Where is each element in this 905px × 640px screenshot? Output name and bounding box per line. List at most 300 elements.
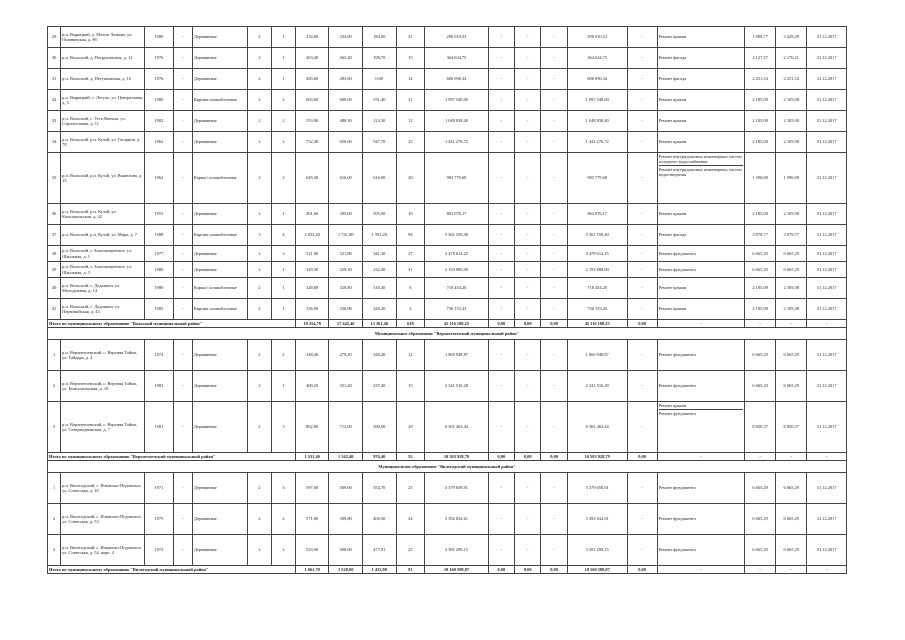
dash-cell: - [173,262,192,278]
living-area-sum: 1 342,40 [329,453,363,461]
year-cell: 1980 [145,27,174,48]
floors-cell: 3 [248,225,272,246]
cost-region-cell: - [515,402,541,453]
cost-total-cell: 1 860 948,87 [425,340,488,371]
entrances-cell: 1 [271,69,295,90]
cost-region-cell: - [515,473,541,504]
work-type-item: Ремонт фундамента [659,409,743,417]
floors-cell: 2 [248,262,272,278]
living-area-cell: 328,80 [329,278,363,299]
table-row [48,262,847,278]
cost-region-cell: - [515,48,541,69]
cost-total-cell: 1 048 838,40 [425,111,488,132]
cost-owners-cell: 2 341 516,28 [567,371,627,402]
cost-fund-cell: - [488,278,514,299]
cost-owners-cell: 983 779,68 [567,153,627,204]
total-label: Итого по муниципальному образованию "Верхнетоемский муниципальный район" [48,453,296,461]
total-area-cell: 234,00 [295,27,329,48]
living-area-cell: 600,00 [329,90,363,111]
private-area-cell: 400,30 [362,504,396,535]
row-number: 41 [48,299,61,320]
cost-region-cell: - [515,262,541,278]
cost-other-cell: - [627,90,657,111]
cost-other-cell: - [627,48,657,69]
private-area-cell: 616,00 [362,153,396,204]
year-cell: 1986 [145,278,174,299]
wall-material-cell: Деревянные [192,27,247,48]
cost-local-cell: - [541,48,567,69]
private-area-cell: 310,40 [362,278,396,299]
entrances-cell: 2 [271,132,295,153]
unit-cost-cell: 2 185,08 [745,278,776,299]
cost-total-cell: 863 076,17 [425,204,488,225]
total-area-cell: 328,80 [295,278,329,299]
living-area-cell: 395,00 [329,204,363,225]
cost-local-sum: 0,00 [541,320,567,328]
cost-other-cell: - [627,153,657,204]
cost-other-cell: - [627,299,657,320]
year-cell: 1972 [145,535,174,566]
unit-cost-cell: 2 127,37 [745,48,776,69]
cost-owners-cell: 718 454,20 [567,278,627,299]
table-row [48,90,847,111]
cost-owners-cell: 3 391 299,15 [567,535,627,566]
living-area-cell: 616,00 [329,153,363,204]
cost-owners-cell: 2 194 880,00 [567,262,627,278]
max-unit-cost-cell: 1 596,98 [776,153,807,204]
work-type-cell: Ремонт фасада [657,225,744,246]
unit-cost-cell: 6 665,29 [745,340,776,371]
cost-local-cell: - [541,262,567,278]
cost-local-cell: - [541,27,567,48]
address-cell: р.п. Вольский, р.п. Кузой, ул. Гагарина, д. 78 [61,132,145,153]
wall-material-cell: Деревянные [192,371,247,402]
cost-other-cell: - [627,27,657,48]
completion-date-cell: 31.12.2017 [807,340,847,371]
cost-owners-cell: 3 379 658,91 [567,473,627,504]
address-cell: р.п. Верхнетоемский, с. Верхняя Тойма, ул. Гайдара, д. 4 [61,340,145,371]
year-cell: 1988 [145,225,174,246]
private-area-cell: 547,70 [362,132,396,153]
entrances-cell: 2 [271,340,295,371]
table-row [48,278,847,299]
unit-cost-cell: 3 079,77 [745,225,776,246]
row-number: 29 [48,27,61,48]
completion-date-cell: 31.12.2017 [807,535,847,566]
cost-fund-sum: 0,00 [488,320,514,328]
row-number: 2 [48,504,61,535]
living-area-cell: 712,00 [329,402,363,453]
total-label: Итого по муниципальному образованию "Вилегодский муниципальный район" [48,566,296,574]
cost-total-cell: 3 379 658,91 [425,473,488,504]
living-area-cell: 329,30 [329,262,363,278]
wall-material-cell: Деревянные [192,111,247,132]
completion-date-cell: 31.12.2017 [807,278,847,299]
entrances-cell: 2 [271,111,295,132]
living-area-cell: 336,90 [329,299,363,320]
max-unit-cost-dash: - [776,566,807,574]
cost-local-cell: - [541,473,567,504]
cost-owners-cell: 3 478 614,25 [567,246,627,262]
cost-fund-cell: - [488,246,514,262]
cost-other-cell: - [627,504,657,535]
date-dash: - [807,453,847,461]
living-area-sum: 1 528,00 [329,566,363,574]
residents-cell: 2 [396,299,425,320]
private-area-cell: 0,00 [362,69,396,90]
total-area-cell: 283,60 [295,69,329,90]
residents-cell: 23 [396,132,425,153]
cost-other-cell: - [627,69,657,90]
cost-total-sum: 10 160 588,07 [425,566,488,574]
cost-other-cell: - [627,340,657,371]
total-area-cell: 645,30 [295,153,329,204]
cost-local-cell: - [541,69,567,90]
wall-material-cell: Каркас/ шлакоблочные [192,153,247,204]
cost-other-sum: 0,00 [627,566,657,574]
entrances-cell: 1 [271,27,295,48]
max-unit-cost-cell: 3 429,28 [776,27,807,48]
floors-cell: 2 [248,153,272,204]
work-type-cell: Ремонт крыши [657,204,744,225]
cost-region-sum: 0,00 [515,320,541,328]
work-type-item: Ремонт внутридомовых инженерных систем водоотведения [658,167,742,178]
living-area-cell: 659,60 [329,132,363,153]
row-number: 40 [48,278,61,299]
unit-cost-cell: 1 596,98 [745,153,776,204]
cost-local-cell: - [541,402,567,453]
cost-total-sum: 45 116 188,25 [425,320,488,328]
work-type-cell: Ремонт фундамента [657,262,744,278]
wall-material-cell: Кирпич шлакоблочные [192,299,247,320]
table-row [48,402,847,453]
max-unit-cost-cell: 6 665,29 [776,340,807,371]
cost-fund-cell: - [488,535,514,566]
work-type-cell: Ремонт фундамента [657,504,744,535]
living-area-cell: 521,80 [329,246,363,262]
private-area-cell: 395,00 [362,204,396,225]
living-area-cell: 509,60 [329,473,363,504]
completion-date-cell: 31.12.2017 [807,27,847,48]
cost-owners-cell: 606 096,34 [567,69,627,90]
living-area-cell: 283,60 [329,69,363,90]
cost-total-cell: 718 454,20 [425,278,488,299]
table-row [48,504,847,535]
max-unit-cost-cell: 2 185,08 [776,90,807,111]
work-type-cell: Ремонт крыши [657,299,744,320]
year-cell: 1977 [145,246,174,262]
private-area-sum: 13 361,46 [362,320,396,328]
address-cell: р.п. Верхнетоемский, с. Верхняя Тойма, ул. Комсомольская, д. 10 [61,371,145,402]
total-area-cell: 571,80 [295,504,329,535]
cost-fund-cell: - [488,27,514,48]
row-number: 1 [48,473,61,504]
cost-local-cell: - [541,299,567,320]
cost-region-sum: 0,00 [515,566,541,574]
dash-cell: - [173,90,192,111]
completion-date-cell: 31.12.2017 [807,299,847,320]
year-cell: 1980 [145,90,174,111]
unit-cost-cell: 6 665,29 [745,473,776,504]
unit-cost-cell: 6 665,29 [745,535,776,566]
cost-region-cell: - [515,153,541,204]
year-cell: 1953 [145,204,174,225]
cost-fund-cell: - [488,90,514,111]
residents-cell: 12 [396,340,425,371]
work-type-cell: Ремонт фундамента [657,371,744,402]
entrances-cell: 1 [271,278,295,299]
entrances-cell: 1 [271,262,295,278]
cost-fund-cell: - [488,473,514,504]
cost-other-sum: 0,00 [627,320,657,328]
max-unit-cost-cell: 6 665,29 [776,246,807,262]
unit-cost-dash: - [745,566,776,574]
floors-cell: 2 [248,473,272,504]
total-area-sum: 1 661,70 [295,566,329,574]
floors-cell: 2 [248,278,272,299]
cost-other-cell: - [627,535,657,566]
cost-region-cell: - [515,27,541,48]
wall-material-cell: Деревянные [192,69,247,90]
cost-owners-cell: 1 048 838,40 [567,111,627,132]
cost-region-cell: - [515,504,541,535]
table-row [48,48,847,69]
cost-fund-cell: - [488,132,514,153]
completion-date-cell: 31.12.2017 [807,153,847,204]
table-row [48,27,847,48]
address-cell: р.п. Вольский, р.п. Кузой, ул. Мира, д. 7 [61,225,145,246]
cost-fund-cell: - [488,225,514,246]
cost-other-cell: - [627,473,657,504]
cost-owners-sum: 10 160 588,07 [567,566,627,574]
floors-cell: 2 [248,27,272,48]
residents-cell: 28 [396,402,425,453]
unit-cost-cell: 2 185,08 [745,90,776,111]
completion-date-cell: 31.12.2017 [807,111,847,132]
municipality-total-row [48,453,847,461]
year-cell: 1982 [145,111,174,132]
cost-region-cell: - [515,246,541,262]
dash-cell: - [173,504,192,535]
table-row [48,371,847,402]
address-cell: р.п. Вилегодский, с. Ильинско-Подомское, ул. Советская, д. 53 [61,504,145,535]
cost-region-cell: - [515,340,541,371]
cost-owners-cell: 1 441 276,72 [567,132,627,153]
floors-cell: 2 [248,535,272,566]
cost-local-sum: 0,00 [541,566,567,574]
dash-cell: - [173,535,192,566]
total-area-cell: 263,40 [295,48,329,69]
cost-total-cell: 1 097 540,00 [425,90,488,111]
unit-cost-cell: 2 185,08 [745,204,776,225]
unit-cost-dash: - [745,453,776,461]
address-cell: р.п. Верхнетоемский, с. Верхняя Тойма, ул. Севернодвинская, д. 7 [61,402,145,453]
residents-cell: 34 [396,504,425,535]
address-cell: р.п. Вилегодский, с. Ильинско-Подомское, ул. Советская, д. 10 [61,473,145,504]
row-number: 3 [48,535,61,566]
total-area-cell: 802,80 [295,402,329,453]
year-cell: 1976 [145,69,174,90]
living-area-cell: 263,40 [329,48,363,69]
living-area-cell: 480,30 [329,111,363,132]
residents-cell: 25 [396,535,425,566]
cost-region-cell: - [515,204,541,225]
max-unit-cost-cell: 6 665,29 [776,473,807,504]
cost-fund-cell: - [488,371,514,402]
work-type-cell: Ремонт фасада [657,69,744,90]
max-unit-cost-cell: 2 185,08 [776,299,807,320]
year-cell: 1962 [145,153,174,204]
table-row [48,153,847,204]
address-cell: р.п. Вольский, д. Петушинская, д. 16 [61,69,145,90]
cost-fund-sum: 0,00 [488,453,514,461]
max-unit-cost-cell: 2 251,54 [776,69,807,90]
address-cell: р.п. Вольский, р.п. Кузой, ул. Вымелова, д. 15 [61,153,145,204]
cost-local-cell: - [541,90,567,111]
residents-cell: 31 [396,27,425,48]
cost-fund-cell: - [488,111,514,132]
max-unit-cost-cell: 3 079,77 [776,225,807,246]
private-area-cell: 124,30 [362,111,396,132]
housing-repair-table [47,26,847,574]
unit-cost-cell: 2 185,08 [745,132,776,153]
unit-cost-cell: 6 665,29 [745,246,776,262]
municipality-total-row [48,566,847,574]
dash-cell: - [173,27,192,48]
cost-total-cell: 606 096,34 [425,69,488,90]
cost-region-cell: - [515,225,541,246]
floors-cell: 2 [248,402,272,453]
cost-total-cell: 5 361 559,40 [425,225,488,246]
cost-fund-cell: - [488,299,514,320]
row-number: 37 [48,225,61,246]
dash-cell: - [173,69,192,90]
floors-cell: 2 [248,48,272,69]
work-type-list [659,153,743,203]
total-area-sum: 1 551,40 [295,453,329,461]
entrances-cell: 3 [271,402,295,453]
entrances-cell: 1 [271,204,295,225]
cost-fund-cell: - [488,262,514,278]
completion-date-cell: 31.12.2017 [807,504,847,535]
cost-region-cell: - [515,299,541,320]
year-cell: 1981 [145,402,174,453]
work-type-cell [657,402,744,453]
private-area-cell: 554,70 [362,473,396,504]
completion-date-cell: 31.12.2017 [807,246,847,262]
total-area-cell: 553,90 [295,111,329,132]
year-cell: 1985 [145,299,174,320]
cost-total-sum: 10 503 928,79 [425,453,488,461]
dash-cell: - [173,340,192,371]
dash-cell: - [173,371,192,402]
cost-total-cell: 983 779,68 [425,153,488,204]
cost-fund-cell: - [488,69,514,90]
floors-cell: 2 [248,111,272,132]
municipality-heading-row [48,328,847,340]
cost-owners-cell: 6 301 463,44 [567,402,627,453]
row-number: 3 [48,402,61,453]
cost-local-cell: - [541,132,567,153]
year-cell: 1982 [145,371,174,402]
living-area-cell: 351,20 [329,371,363,402]
cost-region-sum: 0,00 [515,453,541,461]
max-unit-cost-cell: 2 185,08 [776,278,807,299]
cost-total-cell: 6 301 463,44 [425,402,488,453]
max-unit-cost-cell: 2 185,08 [776,111,807,132]
row-number: 1 [48,340,61,371]
completion-date-cell: 31.12.2017 [807,132,847,153]
dash-cell: - [173,473,192,504]
dash-cell: - [173,132,192,153]
private-area-cell: 477,91 [362,535,396,566]
total-area-cell: 523,90 [295,535,329,566]
floors-cell: 2 [248,90,272,111]
residents-cell: 31 [396,90,425,111]
table-row [48,246,847,262]
total-area-cell: 401,60 [295,204,329,225]
dash-cell: - [173,299,192,320]
row-number: 33 [48,111,61,132]
cost-total-cell: 1 441 276,72 [425,132,488,153]
address-cell: р.п. Вырицкий, с. Лесуче, ул. Центральная, д. 3 [61,90,145,111]
cost-total-cell: 296 010,53 [425,27,488,48]
row-number: 34 [48,132,61,153]
entrances-cell: 1 [271,299,295,320]
wall-material-cell: Деревянные [192,402,247,453]
cost-region-cell: - [515,371,541,402]
residents-sum: 55 [396,453,425,461]
total-area-cell: 400,20 [295,371,329,402]
max-unit-cost-cell: 8 850,37 [776,402,807,453]
cost-local-cell: - [541,225,567,246]
living-area-cell: 234,00 [329,27,363,48]
private-area-sum: 1 432,80 [362,566,396,574]
work-type-cell: Ремонт крыши [657,90,744,111]
address-cell: р.п. Вилегодский, с. Ильинско-Подомское, ул. Советская, д. 54, корп. 4 [61,535,145,566]
work-type-cell: Ремонт фундамента [657,473,744,504]
wall-material-cell: Деревянные [192,535,247,566]
wall-material-cell: Деревянные [192,132,247,153]
residents-cell: 25 [396,473,425,504]
floors-cell: 2 [248,132,272,153]
private-area-cell: 341,30 [362,246,396,262]
max-unit-cost-dash: - [776,320,807,328]
floors-cell: 2 [248,340,272,371]
entrances-cell: 2 [271,504,295,535]
year-cell: 1980 [145,262,174,278]
residents-cell: 20 [396,153,425,204]
max-unit-cost-cell: 6 665,29 [776,535,807,566]
total-area-cell: 336,90 [295,299,329,320]
cost-other-cell: - [627,225,657,246]
cost-local-cell: - [541,204,567,225]
cost-other-cell: - [627,111,657,132]
cost-owners-cell: 863 076,17 [567,204,627,225]
cost-total-cell: 364 634,75 [425,48,488,69]
cost-owners-cell: 736 153,43 [567,299,627,320]
row-number: 31 [48,69,61,90]
cost-fund-cell: - [488,504,514,535]
cost-local-cell: - [541,278,567,299]
table-row [48,111,847,132]
year-cell: 1974 [145,340,174,371]
work-type-cell [657,153,744,204]
entrances-cell: 4 [271,225,295,246]
cost-fund-cell: - [488,153,514,204]
max-unit-cost-cell: 2 185,08 [776,132,807,153]
cost-owners-cell: 1 860 948,87 [567,340,627,371]
